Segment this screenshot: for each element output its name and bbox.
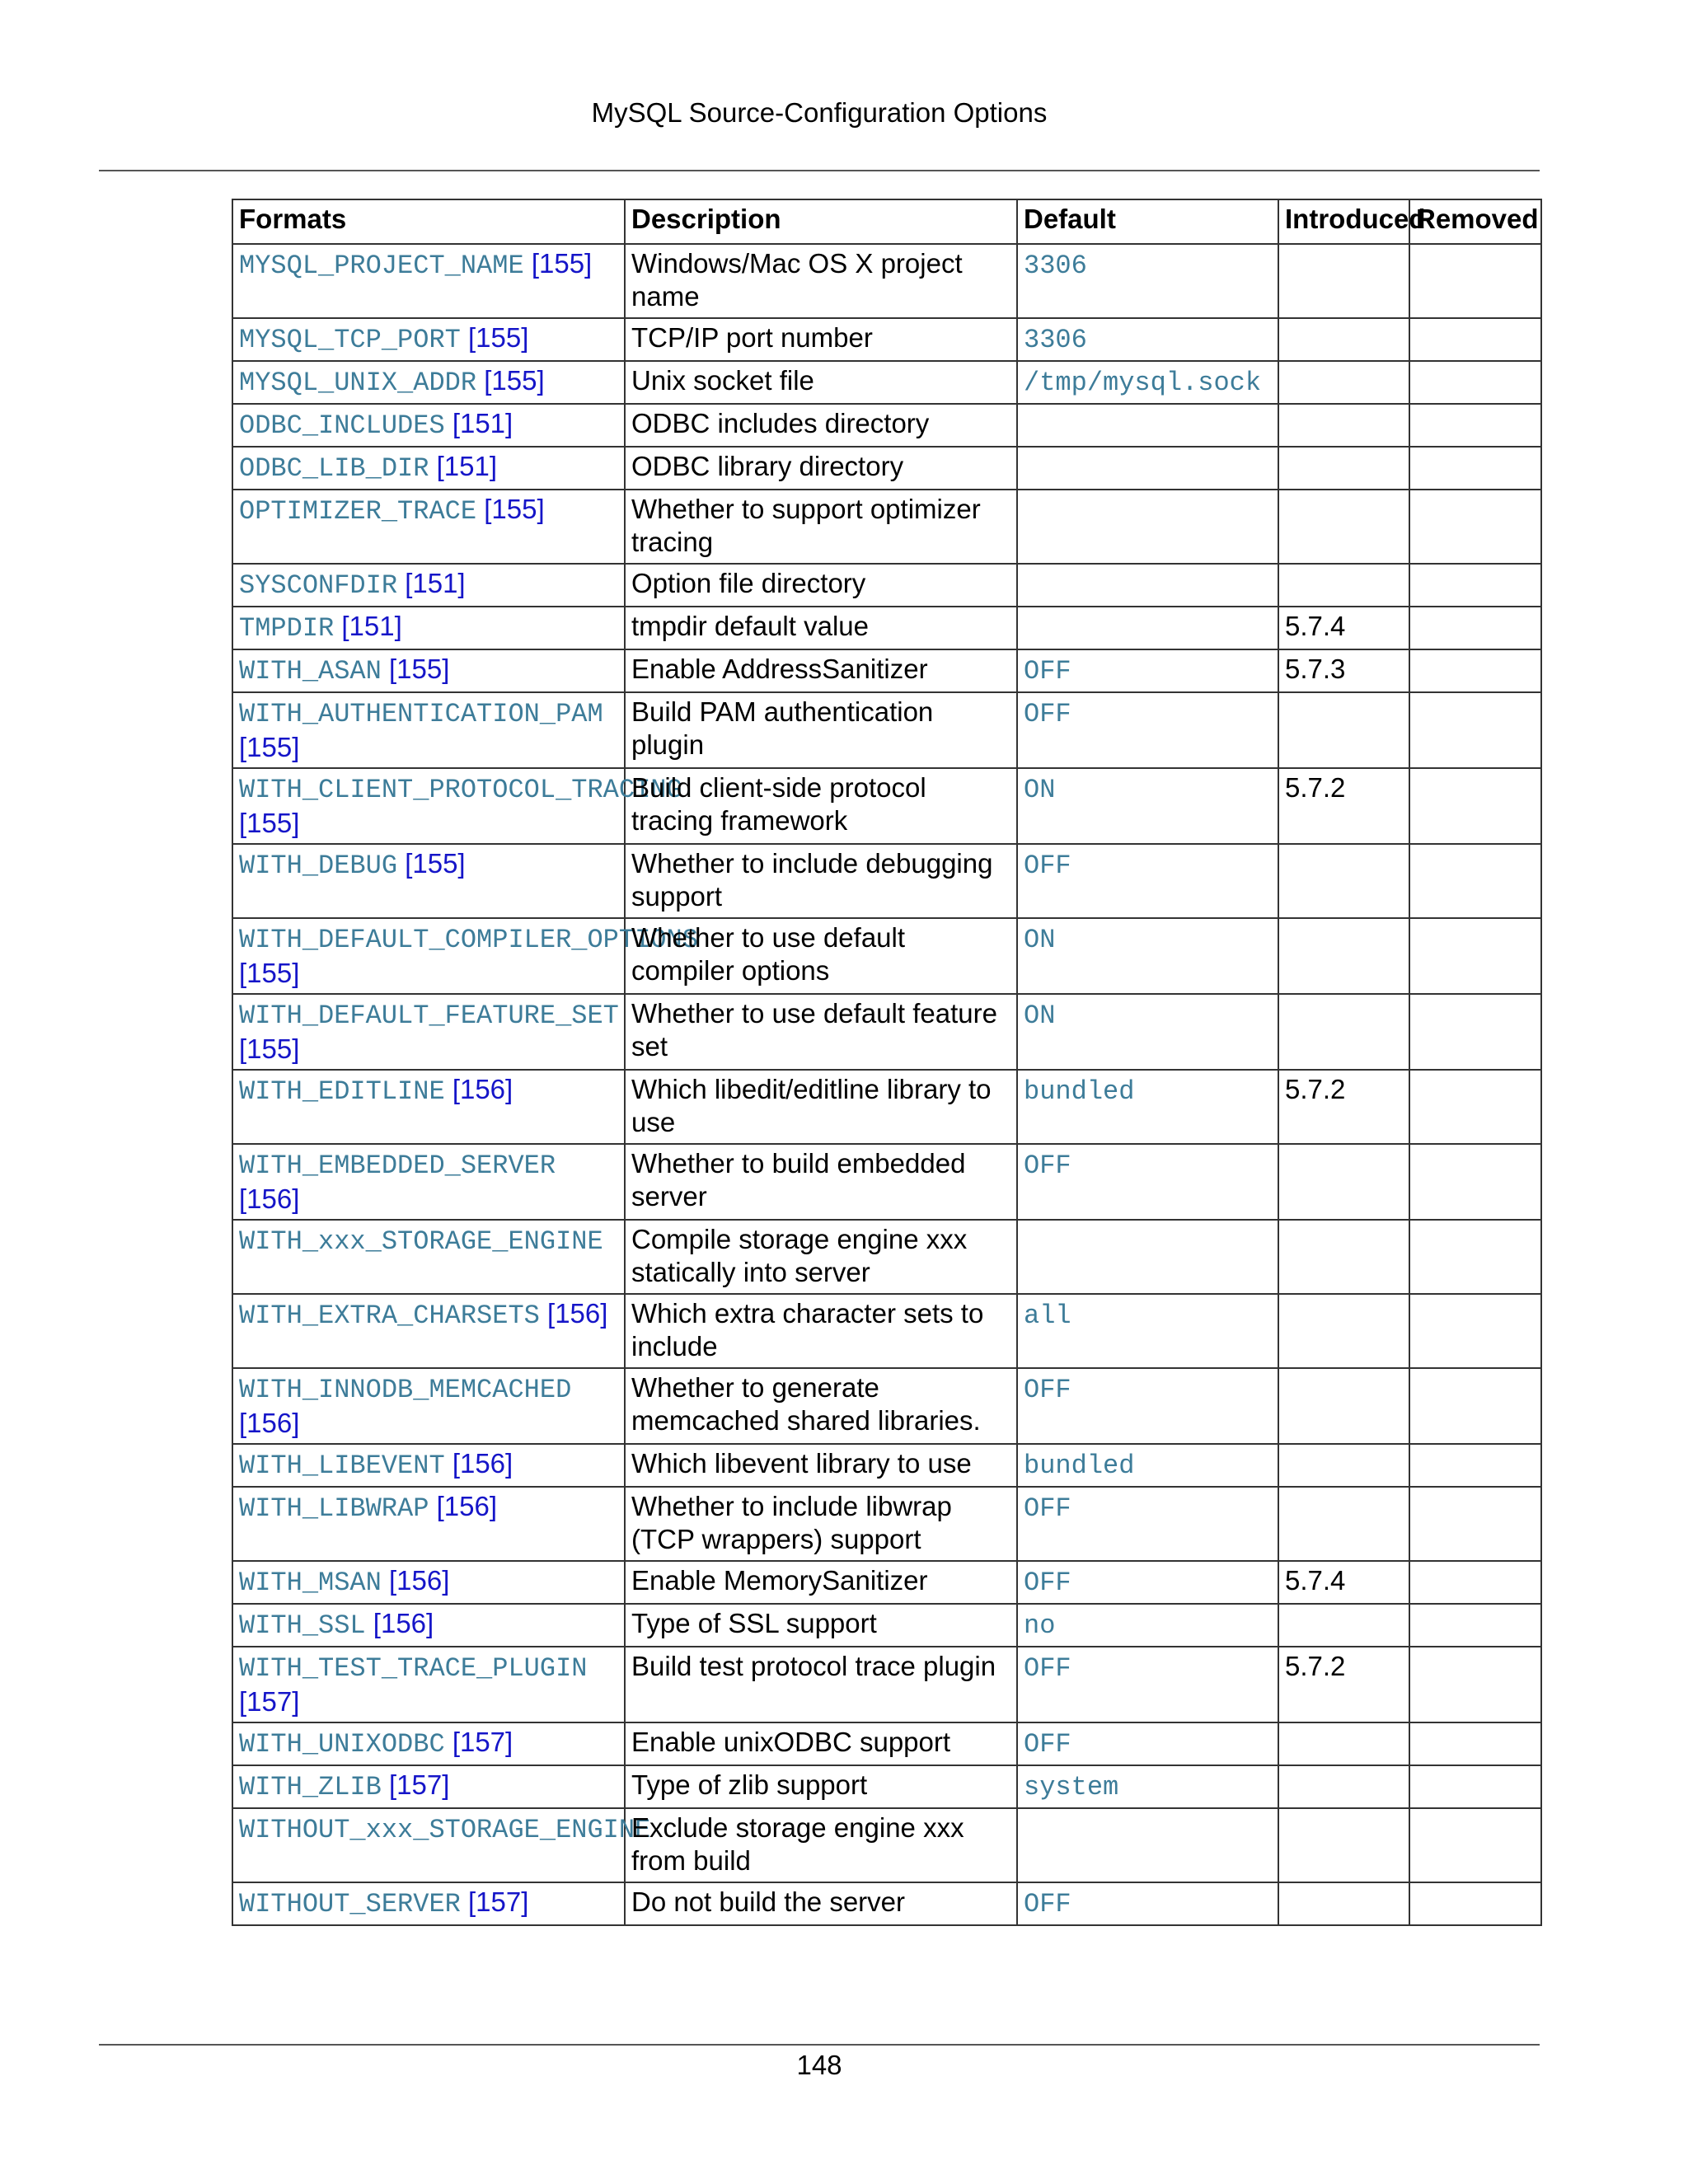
option-name-link[interactable]: MYSQL_UNIX_ADDR xyxy=(239,368,477,398)
introduced-cell: 5.7.4 xyxy=(1278,1561,1409,1604)
table-row xyxy=(232,844,1541,918)
format-cell xyxy=(232,1808,651,1882)
introduced-cell xyxy=(1278,318,1409,361)
description-cell: tmpdir default value xyxy=(625,607,1017,649)
format-cell xyxy=(232,1882,625,1925)
default-cell xyxy=(1017,649,1278,692)
introduced-cell xyxy=(1278,1808,1409,1882)
format-cell xyxy=(232,447,625,490)
table-row xyxy=(232,994,1541,1070)
description-cell: ODBC includes directory xyxy=(625,404,1017,447)
introduced-cell xyxy=(1278,490,1409,564)
description-cell: Build client-side protocol tracing framework xyxy=(625,768,1017,844)
page-reference-link[interactable]: [151] xyxy=(405,568,466,598)
removed-cell xyxy=(1409,1647,1541,1722)
page-reference-link[interactable]: [156] xyxy=(452,1074,513,1104)
introduced-cell xyxy=(1278,918,1409,994)
default-cell xyxy=(1017,607,1278,649)
description-cell: Which libedit/editline library to use xyxy=(625,1070,1017,1144)
format-cell xyxy=(232,1561,625,1604)
default-value: bundled xyxy=(1024,1451,1135,1481)
introduced-cell xyxy=(1278,564,1409,607)
option-name-link[interactable]: WITH_xxx_STORAGE_ENGINE xyxy=(239,1226,603,1257)
default-cell xyxy=(1017,447,1278,490)
option-name-link[interactable]: WITH_INNODB_MEMCACHED xyxy=(239,1375,572,1405)
table-row xyxy=(232,361,1541,404)
removed-cell xyxy=(1409,918,1541,994)
removed-cell xyxy=(1409,692,1541,768)
default-value: OFF xyxy=(1024,699,1071,729)
introduced-cell: 5.7.2 xyxy=(1278,1647,1409,1722)
column-header-default: Default xyxy=(1017,199,1278,244)
default-value: /tmp/mysql.sock xyxy=(1024,368,1262,398)
page-reference-link[interactable]: [155] xyxy=(484,494,545,524)
page-reference-link[interactable]: [151] xyxy=(452,408,513,438)
default-cell xyxy=(1017,844,1278,918)
introduced-cell: 5.7.2 xyxy=(1278,1070,1409,1144)
introduced-cell xyxy=(1278,1882,1409,1925)
default-value: all xyxy=(1024,1301,1071,1331)
column-header-formats: Formats xyxy=(232,199,625,244)
option-name-link[interactable]: TMPDIR xyxy=(239,613,335,644)
removed-cell xyxy=(1409,318,1541,361)
option-name-link[interactable]: WITH_EMBEDDED_SERVER xyxy=(239,1151,556,1181)
page-number: 148 xyxy=(796,2050,842,2080)
default-value: OFF xyxy=(1024,1375,1071,1405)
default-cell xyxy=(1017,1144,1278,1220)
description-cell: Which libevent library to use xyxy=(625,1444,1017,1487)
default-value: OFF xyxy=(1024,1151,1071,1181)
table-row xyxy=(232,607,1541,649)
option-name-link[interactable]: WITH_EXTRA_CHARSETS xyxy=(239,1301,540,1331)
table-row xyxy=(232,692,1541,768)
page-reference-link[interactable]: [155] xyxy=(239,808,300,838)
table-row xyxy=(232,1722,1541,1765)
default-cell xyxy=(1017,1368,1278,1444)
default-cell xyxy=(1017,768,1278,844)
format-cell xyxy=(232,244,625,318)
format-cell xyxy=(232,607,625,649)
default-value: 3306 xyxy=(1024,325,1087,355)
table-row xyxy=(232,318,1541,361)
description-cell: ODBC library directory xyxy=(625,447,1017,490)
default-value: ON xyxy=(1024,775,1056,805)
option-name-link[interactable]: WITH_DEFAULT_COMPILER_OPTIONS xyxy=(239,925,698,955)
introduced-cell xyxy=(1278,1444,1409,1487)
introduced-cell: 5.7.2 xyxy=(1278,768,1409,844)
introduced-cell xyxy=(1278,1765,1409,1808)
default-value: bundled xyxy=(1024,1076,1135,1107)
description-cell: Whether to use default feature set xyxy=(625,994,1017,1070)
removed-cell xyxy=(1409,564,1541,607)
removed-cell xyxy=(1409,1765,1541,1808)
page-reference-link[interactable]: [157] xyxy=(452,1727,513,1757)
page-reference-link[interactable]: [156] xyxy=(239,1408,300,1438)
table-row xyxy=(232,649,1541,692)
format-cell xyxy=(232,649,625,692)
introduced-cell xyxy=(1278,1368,1409,1444)
page-reference-link[interactable]: [156] xyxy=(389,1565,450,1596)
format-cell xyxy=(232,1647,625,1722)
description-cell: Type of zlib support xyxy=(625,1765,1017,1808)
default-value: OFF xyxy=(1024,851,1071,881)
introduced-cell xyxy=(1278,844,1409,918)
introduced-cell xyxy=(1278,994,1409,1070)
table-row xyxy=(232,768,1541,844)
table-row xyxy=(232,447,1541,490)
format-cell xyxy=(232,918,698,994)
format-cell xyxy=(232,1487,625,1561)
default-value: OFF xyxy=(1024,1568,1071,1598)
option-name-link[interactable]: OPTIMIZER_TRACE xyxy=(239,496,477,527)
introduced-cell xyxy=(1278,1144,1409,1220)
format-cell xyxy=(232,1070,625,1144)
removed-cell xyxy=(1409,1220,1541,1294)
page-reference-link[interactable]: [156] xyxy=(452,1448,513,1479)
description-cell: Enable AddressSanitizer xyxy=(625,649,1017,692)
description-cell: Enable MemorySanitizer xyxy=(625,1561,1017,1604)
default-value: ON xyxy=(1024,925,1056,955)
page-reference-link[interactable]: [155] xyxy=(468,322,529,353)
page-reference-link[interactable]: [155] xyxy=(239,732,300,762)
description-cell: Whether to build embedded server xyxy=(625,1144,1017,1220)
table-row xyxy=(232,1604,1541,1647)
option-name-link[interactable]: WITH_ZLIB xyxy=(239,1772,382,1802)
description-cell: Compile storage engine xxx statically into server xyxy=(625,1220,1017,1294)
format-cell xyxy=(232,318,625,361)
description-cell: Unix socket file xyxy=(625,361,1017,404)
introduced-cell xyxy=(1278,447,1409,490)
format-cell xyxy=(232,564,625,607)
default-cell xyxy=(1017,1444,1278,1487)
removed-cell xyxy=(1409,1604,1541,1647)
introduced-cell xyxy=(1278,1294,1409,1368)
table-header-row xyxy=(232,199,1541,244)
removed-cell xyxy=(1409,361,1541,404)
default-cell xyxy=(1017,1808,1278,1882)
page-reference-link[interactable]: [155] xyxy=(405,848,466,879)
removed-cell xyxy=(1409,649,1541,692)
table-row xyxy=(232,490,1541,564)
table-row xyxy=(232,1220,1541,1294)
option-name-link[interactable]: WITH_LIBWRAP xyxy=(239,1493,429,1524)
option-name-link[interactable]: WITH_SSL xyxy=(239,1610,366,1641)
table-body xyxy=(232,244,1541,1925)
page-reference-link[interactable]: [155] xyxy=(484,365,545,396)
page-reference-link[interactable]: [155] xyxy=(239,1033,300,1064)
default-value: ON xyxy=(1024,1001,1056,1031)
removed-cell xyxy=(1409,607,1541,649)
options-table xyxy=(232,199,1542,1926)
page-reference-link[interactable]: [157] xyxy=(239,1686,300,1717)
default-cell xyxy=(1017,1294,1278,1368)
column-header-description: Description xyxy=(625,199,1017,244)
option-name-link[interactable]: ODBC_INCLUDES xyxy=(239,410,445,441)
table-row xyxy=(232,1487,1541,1561)
removed-cell xyxy=(1409,1444,1541,1487)
default-cell xyxy=(1017,490,1278,564)
description-cell: Type of SSL support xyxy=(625,1604,1017,1647)
page-reference-link[interactable]: [156] xyxy=(373,1608,434,1638)
option-name-link[interactable]: WITH_MSAN xyxy=(239,1568,382,1598)
default-cell xyxy=(1017,404,1278,447)
default-cell xyxy=(1017,1220,1278,1294)
column-header-removed: Removed xyxy=(1409,199,1541,244)
removed-cell xyxy=(1409,844,1541,918)
default-cell xyxy=(1017,1487,1278,1561)
table-row xyxy=(232,1294,1541,1368)
format-cell xyxy=(232,844,625,918)
footer-divider xyxy=(99,2044,1540,2046)
option-name-link[interactable]: WITH_EDITLINE xyxy=(239,1076,445,1107)
removed-cell xyxy=(1409,1368,1541,1444)
removed-cell xyxy=(1409,490,1541,564)
description-cell: Enable unixODBC support xyxy=(625,1722,1017,1765)
removed-cell xyxy=(1409,1487,1541,1561)
default-cell xyxy=(1017,564,1278,607)
page-reference-link[interactable]: [157] xyxy=(468,1886,529,1917)
description-cell: Which extra character sets to include xyxy=(625,1294,1017,1368)
format-cell xyxy=(232,768,682,844)
format-cell xyxy=(232,1294,625,1368)
default-value: OFF xyxy=(1024,1889,1071,1919)
format-cell xyxy=(232,1765,625,1808)
option-name-link[interactable]: WITH_TEST_TRACE_PLUGIN xyxy=(239,1653,588,1684)
page-reference-link[interactable]: [155] xyxy=(531,248,593,279)
option-name-link[interactable]: ODBC_LIB_DIR xyxy=(239,453,429,484)
page-reference-link[interactable]: [155] xyxy=(389,654,450,684)
removed-cell xyxy=(1409,1070,1541,1144)
default-value: system xyxy=(1024,1772,1119,1802)
option-name-link[interactable]: WITHOUT_xxx_STORAGE_ENGINE xyxy=(239,1815,651,1845)
format-cell xyxy=(232,361,625,404)
header-divider xyxy=(99,170,1540,171)
table-row xyxy=(232,244,1541,318)
introduced-cell xyxy=(1278,244,1409,318)
page-reference-link[interactable]: [157] xyxy=(389,1769,450,1800)
option-name-link[interactable]: WITH_DEBUG xyxy=(239,851,398,881)
removed-cell xyxy=(1409,1882,1541,1925)
format-cell xyxy=(232,994,625,1070)
default-cell xyxy=(1017,318,1278,361)
option-name-link[interactable]: MYSQL_PROJECT_NAME xyxy=(239,251,524,281)
default-cell xyxy=(1017,1070,1278,1144)
option-name-link[interactable]: WITH_DEFAULT_FEATURE_SET xyxy=(239,1001,619,1031)
description-cell: Option file directory xyxy=(625,564,1017,607)
default-value: OFF xyxy=(1024,1653,1071,1684)
default-cell xyxy=(1017,1647,1278,1722)
removed-cell xyxy=(1409,1722,1541,1765)
default-cell xyxy=(1017,244,1278,318)
default-value: 3306 xyxy=(1024,251,1087,281)
table-row xyxy=(232,404,1541,447)
introduced-cell xyxy=(1278,692,1409,768)
removed-cell xyxy=(1409,404,1541,447)
description-cell: TCP/IP port number xyxy=(625,318,1017,361)
introduced-cell xyxy=(1278,1220,1409,1294)
option-name-link[interactable]: WITH_LIBEVENT xyxy=(239,1451,445,1481)
introduced-cell xyxy=(1278,1487,1409,1561)
introduced-cell xyxy=(1278,1604,1409,1647)
default-value: no xyxy=(1024,1610,1056,1641)
description-cell: Do not build the server xyxy=(625,1882,1017,1925)
introduced-cell xyxy=(1278,404,1409,447)
removed-cell xyxy=(1409,1294,1541,1368)
option-name-link[interactable]: WITH_UNIXODBC xyxy=(239,1729,445,1760)
page-reference-link[interactable]: [151] xyxy=(341,611,402,641)
format-cell xyxy=(232,692,625,768)
page-reference-link[interactable]: [151] xyxy=(436,451,498,481)
table-row xyxy=(232,1882,1541,1925)
table-row xyxy=(232,1444,1541,1487)
default-cell xyxy=(1017,918,1278,994)
table-row xyxy=(232,1368,1541,1444)
removed-cell xyxy=(1409,244,1541,318)
default-value: OFF xyxy=(1024,1729,1071,1760)
table-row xyxy=(232,1765,1541,1808)
table-row xyxy=(232,1070,1541,1144)
page-reference-link[interactable]: [156] xyxy=(547,1298,608,1329)
default-cell xyxy=(1017,1722,1278,1765)
page-header-title: MySQL Source-Configuration Options xyxy=(591,97,1048,128)
option-name-link[interactable]: MYSQL_TCP_PORT xyxy=(239,325,461,355)
default-cell xyxy=(1017,1561,1278,1604)
default-value: OFF xyxy=(1024,1493,1071,1524)
removed-cell xyxy=(1409,994,1541,1070)
default-cell xyxy=(1017,1765,1278,1808)
format-cell xyxy=(232,1220,625,1294)
table-row xyxy=(232,918,1541,994)
option-name-link[interactable]: WITHOUT_SERVER xyxy=(239,1889,461,1919)
column-header-introduced: Introduced xyxy=(1278,199,1409,244)
removed-cell xyxy=(1409,447,1541,490)
format-cell xyxy=(232,1722,625,1765)
format-cell xyxy=(232,1368,625,1444)
description-cell: Build PAM authentication plugin xyxy=(625,692,1017,768)
introduced-cell: 5.7.3 xyxy=(1278,649,1409,692)
table-row xyxy=(232,1647,1541,1722)
option-name-link[interactable]: WITH_AUTHENTICATION_PAM xyxy=(239,699,603,729)
format-cell xyxy=(232,1444,625,1487)
description-cell: Whether to include debugging support xyxy=(625,844,1017,918)
introduced-cell xyxy=(1278,1722,1409,1765)
description-cell: Whether to support optimizer tracing xyxy=(625,490,1017,564)
default-cell xyxy=(1017,692,1278,768)
removed-cell xyxy=(1409,1144,1541,1220)
removed-cell xyxy=(1409,1561,1541,1604)
default-cell xyxy=(1017,994,1278,1070)
format-cell xyxy=(232,1604,625,1647)
introduced-cell xyxy=(1278,361,1409,404)
default-cell xyxy=(1017,1882,1278,1925)
default-cell xyxy=(1017,1604,1278,1647)
removed-cell xyxy=(1409,768,1541,844)
table-row xyxy=(232,1144,1541,1220)
description-cell: Windows/Mac OS X project name xyxy=(625,244,1017,318)
format-cell xyxy=(232,1144,625,1220)
introduced-cell: 5.7.4 xyxy=(1278,607,1409,649)
description-cell: Whether to generate memcached shared libraries. xyxy=(625,1368,1017,1444)
page-reference-link[interactable]: [156] xyxy=(239,1183,300,1214)
page-reference-link[interactable]: [156] xyxy=(436,1491,498,1521)
removed-cell xyxy=(1409,1808,1541,1882)
default-value: OFF xyxy=(1024,656,1071,687)
option-name-link[interactable]: WITH_ASAN xyxy=(239,656,382,687)
description-cell: Exclude storage engine xxx from build xyxy=(625,1808,1017,1882)
option-name-link[interactable]: SYSCONFDIR xyxy=(239,570,398,601)
table-row xyxy=(232,564,1541,607)
option-name-link[interactable]: WITH_CLIENT_PROTOCOL_TRACING xyxy=(239,775,682,805)
format-cell xyxy=(232,404,625,447)
default-cell xyxy=(1017,361,1278,404)
format-cell xyxy=(232,490,625,564)
description-cell: Whether to use default compiler options xyxy=(625,918,1017,994)
page-reference-link[interactable]: [155] xyxy=(239,958,300,988)
description-cell: Whether to include libwrap (TCP wrappers) support xyxy=(625,1487,1017,1561)
description-cell: Build test protocol trace plugin xyxy=(625,1647,1017,1722)
table-row xyxy=(232,1808,1541,1882)
table-row xyxy=(232,1561,1541,1604)
